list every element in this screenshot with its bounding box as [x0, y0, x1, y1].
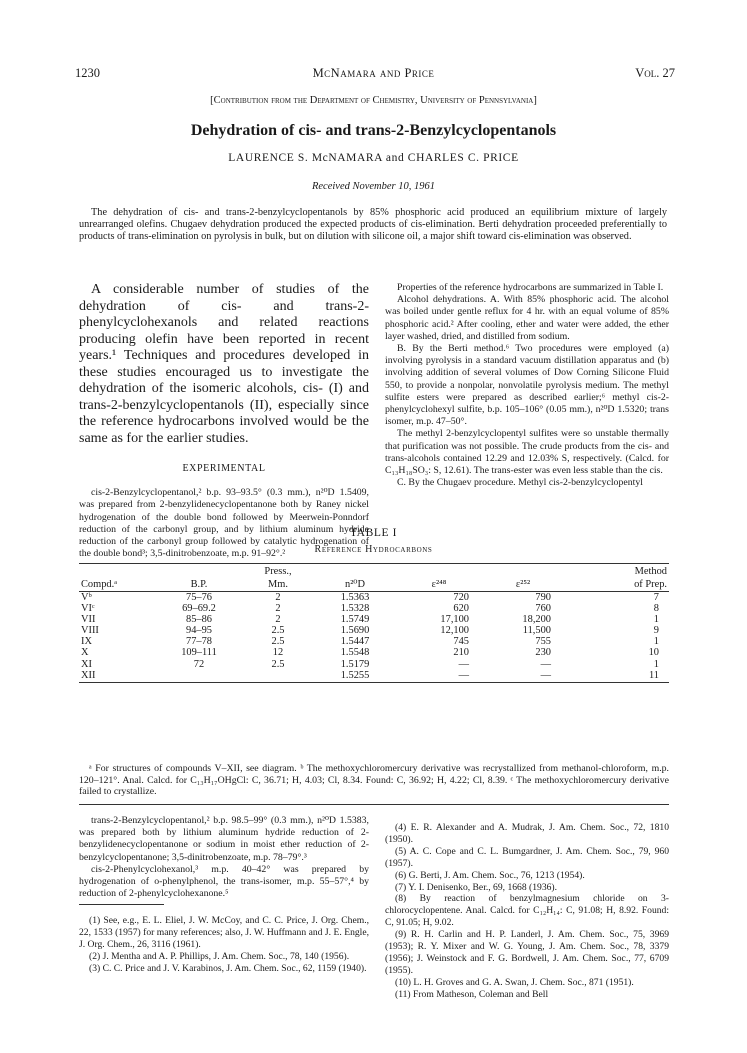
- table-row: [79, 603, 669, 614]
- header-bp: B.P.: [153, 578, 245, 592]
- table-cell: 1.5179: [340, 658, 370, 670]
- table-row: [79, 592, 669, 604]
- references-list-left: [79, 915, 369, 975]
- body-paragraph: The methyl 2-benzylcyclopentyl sulfites were so unstable thermally that purification was not possible. The crude products from the cis- and trans-alcohols contained 12.29 and 12.03% S, respectively. (Calcd. for C₁₃H₁₈SO₃: S, 12.61). The trans-ester was even less stable than the cis.: [385, 428, 669, 477]
- header-press-top: Press.,: [245, 564, 311, 579]
- table-cell: 72: [193, 658, 205, 670]
- table-cell: Vᵇ: [81, 592, 92, 603]
- table-cell: 745: [453, 636, 469, 648]
- table-cell: 17,100: [440, 614, 469, 626]
- table-row: [79, 614, 669, 625]
- header-method-top: Method: [567, 564, 669, 579]
- table-cell: 230: [535, 647, 551, 659]
- abstract: The dehydration of cis- and trans-2-benzylcyclopentanols by 85% phosphoric acid produced an equilibrium mixture of largely unrearranged olefins. Chugaev dehydration produced the expected products of cis-elimination. Berti dehydration proceeded preferentially to products of trans-elimination on pyrolysis in bulk, but on dilution with silicone oil, a major shift toward cis-elimination was observed.: [79, 207, 667, 242]
- table-cell: 94–95: [186, 625, 212, 637]
- table-cell: 1: [653, 636, 659, 648]
- table-cell: 1: [653, 658, 659, 670]
- table-cell: 2: [275, 614, 281, 626]
- header-method-bottom: of Prep.: [567, 578, 669, 592]
- table-row: [79, 625, 669, 636]
- body-paragraph: C. By the Chugaev procedure. Methyl cis-2-benzylcyclopentyl: [397, 477, 643, 489]
- reference-item: (10) L. H. Groves and G. A. Swan, J. Chem. Soc., 871 (1951).: [395, 976, 634, 988]
- table-cell: 85–86: [186, 614, 212, 626]
- table-cell: 18,200: [522, 614, 551, 626]
- article-title: Dehydration of cis- and trans-2-Benzylcyclopentanols: [190, 122, 557, 139]
- table-cell: —: [540, 658, 551, 670]
- reference-item: (4) E. R. Alexander and A. Mudrak, J. Am. Chem. Soc., 72, 1810 (1950).: [385, 822, 669, 845]
- footnote-divider: [79, 904, 164, 905]
- body-paragraph: cis-2-Phenylcyclohexanol,³ m.p. 40–42° was prepared by hydrogenation of o-phenylphenol, the trans-isomer, m.p. 55–57°,⁴ by reduction of 2-phenylcyclohexanone.⁵: [79, 863, 369, 900]
- table-cell: X: [81, 647, 89, 659]
- table-cell: 210: [453, 647, 469, 659]
- running-head: McNamara and Price: [312, 66, 435, 80]
- table-caption: Reference Hydrocarbons: [314, 544, 433, 555]
- body-paragraph: B. By the Berti method.⁶ Two procedures were employed (a) involving pyrolysis in a standard vacuum distillation apparatus and (b) involving addition of several volumes of Dow Corning Silicone Fluid 550, to provide a nonpolar, nonvolatile pyrolysis medium. The methyl sulfite esters were prepared as described earlier;⁶ methyl cis-2-phenylcyclohexyl sulfite, b.p. 105–106° (0.05 mm.), n²⁰D 1.5320; trans isomer, m.p. 47–50°.: [385, 343, 669, 428]
- table-cell: 69–69.2: [182, 603, 216, 615]
- table-row: [79, 670, 669, 683]
- header-epsilon-248: ε²⁴⁸: [399, 578, 479, 592]
- header-epsilon-252: ε²⁵²: [479, 578, 567, 592]
- reference-item: (1) See, e.g., E. L. Eliel, J. W. McCoy, and C. C. Price, J. Org. Chem., 22, 1533 (1957) for many references; also, J. W. Huffmann and J. E. Engle, J. Org. Chem., 26, 3116 (1961).: [79, 915, 369, 951]
- table-row: [79, 659, 669, 670]
- table-footnote: ᵃ For structures of compounds V–XII, see diagram. ᵇ The methoxychloromercury derivative was recrystallized from methanol-chloroform, m.p. 120–121°. Anal. Calcd. for C₁₃H₁₇OHgCl: C, 36.71; H, 4.03; Cl, 8.34. Found: C, 36.92; H, 4.22; Cl, 8.39. ᶜ The methoxychloromercury derivative failed to crystallize.: [79, 763, 669, 797]
- table-row: [79, 636, 669, 647]
- reference-hydrocarbons-table: [79, 563, 669, 683]
- table-cell: VII: [81, 614, 96, 626]
- table-cell: 9: [653, 625, 659, 637]
- lower-left-column: [79, 815, 369, 975]
- table-cell: 77–78: [186, 636, 212, 648]
- experimental-heading: EXPERIMENTAL: [182, 463, 266, 474]
- table-cell: 10: [648, 647, 659, 659]
- reference-item: (2) J. Mentha and A. P. Phillips, J. Am. Chem. Soc., 78, 140 (1956).: [89, 951, 350, 963]
- reference-item: (3) C. C. Price and J. V. Karabinos, J. Am. Chem. Soc., 62, 1159 (1940).: [89, 963, 367, 975]
- table-cell: 1.5548: [340, 647, 370, 659]
- table-cell: [153, 670, 245, 683]
- table-cell: 1.5328: [340, 603, 370, 615]
- body-paragraph: trans-2-Benzylcyclopentanol,² b.p. 98.5–99° (0.3 mm.), n²⁰D 1.5383, was prepared both by lithium aluminum hydride reduction of 2-benzylidenecyclopentanone or sodium in moist ether reduction of 2-benzylcyclopentanone; 3,5-dinitrobenzoate, m.p. 78–79°.³: [79, 815, 369, 863]
- table-cell: 755: [535, 636, 551, 648]
- table-cell: VIII: [81, 625, 99, 637]
- table-cell: IX: [81, 636, 92, 648]
- table-cell: 12: [272, 647, 284, 659]
- table-cell: —: [458, 658, 469, 670]
- left-column: [79, 282, 369, 560]
- table-body: [79, 592, 669, 683]
- table-cell: VIᶜ: [81, 603, 95, 615]
- table-cell: 620: [453, 603, 469, 615]
- table-cell: 2.5: [271, 625, 285, 637]
- experimental-paragraph: cis-2-Benzylcyclopentanol,² b.p. 93–93.5° (0.3 mm.), n²⁰D 1.5409, was prepared from 2-benzylidenecyclopentanone both by Raney nickel hydrogenation of the double bond followed by Meerwein-Ponndorf reduction of the carbonyl group, and by lithium aluminum hydride reduction of the carbonyl group followed by catalytic hydrogenation of the double bond³; 3,5-dinitrobenzoate, m.p. 91–92°.²: [79, 487, 369, 560]
- table-cell: 2: [275, 603, 281, 615]
- table-cell: 720: [453, 592, 469, 603]
- header-refractive-index: n²⁰D: [311, 578, 399, 592]
- reference-item: (11) From Matheson, Coleman and Bell: [395, 988, 549, 1000]
- table-cell: 12,100: [440, 625, 469, 637]
- right-column: [385, 282, 669, 489]
- table-cell: —: [479, 670, 567, 683]
- page-number: 1230: [75, 66, 100, 80]
- table-cell: XI: [81, 658, 92, 670]
- reference-item: (6) G. Berti, J. Am. Chem. Soc., 76, 1213 (1954).: [395, 869, 585, 881]
- header-compd: Compd.ᵃ: [79, 578, 153, 592]
- table-cell: 1.5690: [340, 625, 370, 637]
- table-cell: 11,500: [522, 625, 551, 637]
- table-cell: 11: [567, 670, 669, 683]
- table-cell: 75–76: [186, 592, 212, 603]
- table-cell: 2.5: [271, 658, 285, 670]
- table-cell: 8: [653, 603, 659, 615]
- table-cell: 109–111: [181, 647, 217, 659]
- reference-item: (8) By reaction of benzylmagnesium chloride on 3-chlorocyclopentene. Anal. Calcd. for C₁₂H₁₄: C, 91.08; H, 8.92. Found: C, 91.05; H, 9.02.: [385, 893, 669, 929]
- table-cell: 1.5749: [340, 614, 370, 626]
- lower-right-column: [385, 822, 669, 1001]
- table-cell: XII: [79, 670, 153, 683]
- table-cell: 1.5447: [340, 636, 370, 648]
- body-paragraph: Properties of the reference hydrocarbons are summarized in Table I.: [397, 282, 664, 293]
- header-press-bottom: Mm.: [245, 578, 311, 592]
- reference-item: (7) Y. I. Denisenko, Ber., 69, 1668 (1936).: [395, 881, 558, 893]
- table-number: TABLE I: [349, 527, 398, 539]
- table-cell: [245, 670, 311, 683]
- intro-paragraph: A considerable number of studies of the dehydration of cis- and trans-2-phenylcyclohexanols and related reactions producing olefin have been reported in recent years.¹ Techniques and procedures developed in these studies encouraged us to investigate the dehydration of the isomeric alcohols, cis- (I) and trans-2-benzylcyclopentanols (II), especially since the reference hydrocarbons involved would be the same as for the earlier studies.: [79, 282, 369, 446]
- table-header-row: [79, 564, 669, 579]
- table-cell: 1.5363: [340, 592, 370, 603]
- table-cell: 790: [535, 592, 551, 603]
- received-date: Received November 10, 1961: [311, 181, 436, 192]
- section-divider: [79, 804, 669, 805]
- volume-label: Vol. 27: [635, 66, 675, 80]
- table-row: [79, 647, 669, 658]
- table-cell: —: [399, 670, 479, 683]
- table-cell: 1: [653, 614, 659, 626]
- table-cell: 7: [653, 592, 659, 603]
- table-cell: 2: [275, 592, 281, 603]
- contribution-line: [Contribution from the Department of Chemistry, University of Pennsylvania]: [210, 95, 537, 106]
- table-cell: 760: [535, 603, 551, 615]
- body-paragraph: Alcohol dehydrations. A. With 85% phosphoric acid. The alcohol was boiled under gentle reflux for 4 hr. with an equal volume of 85% phosphoric acid.² After cooling, ether and water were added, the ether layer washed, dried, and distilled from sodium.: [385, 294, 669, 342]
- table-cell: 2.5: [271, 636, 285, 648]
- table-header-row: [79, 578, 669, 592]
- reference-item: (9) R. H. Carlin and H. P. Landerl, J. Am. Chem. Soc., 75, 3969 (1953); R. Y. Mixer and W. G. Young, J. Am. Chem. Soc., 78, 3379 (1956); J. Weinstock and F. G. Bordwell, J. Am. Chem. Soc., 77, 6709 (1955).: [385, 929, 669, 976]
- table-cell: 1.5255: [311, 670, 399, 683]
- author-list: LAURENCE S. McNAMARA and CHARLES C. PRICE: [228, 152, 519, 164]
- reference-item: (5) A. C. Cope and C. L. Bumgardner, J. Am. Chem. Soc., 79, 960 (1957).: [385, 845, 669, 869]
